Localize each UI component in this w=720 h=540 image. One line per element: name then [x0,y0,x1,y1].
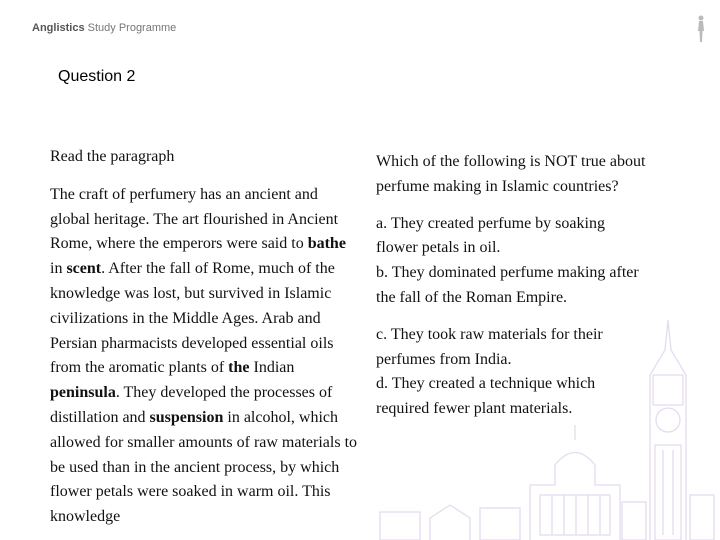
passage-keyword: scent [66,260,102,278]
passage-text: in [50,260,67,278]
passage-keyword: bathe [307,235,346,253]
answer-option-d[interactable]: d. They created a technique which required fewer plant materials. [376,375,596,418]
question-title: Question 2 [58,68,136,85]
brand-subtitle: Study Programme [87,22,177,34]
instruction-text: Read the paragraph [50,148,175,165]
header-brand [32,22,176,34]
logo-figure-icon [694,14,708,44]
passage-text: in alcohol, which allowed for smaller amounts of raw materials to be used than in the ancient process, by which flower petals were soaked in warm oil. This knowledge [50,408,358,526]
passage-text: Indian [249,359,295,377]
passage-keyword: the [228,359,250,377]
answer-option-b[interactable]: b. They dominated perfume making after the fall of the Roman Empire. [376,264,639,306]
answer-option-a[interactable]: a. They created perfume by soaking flower petals in oil. [376,214,605,257]
question-panel [376,150,646,422]
reading-passage [50,145,360,530]
answer-option-c[interactable]: c. They took raw materials for their perfumes from India. [376,325,603,368]
passage-text: . They developed the processes of distillation and [50,384,333,426]
passage-paragraph [50,183,360,530]
passage-text: . After the fall of Rome, much of the knowledge was lost, but survived in Islamic civilizations in the Middle Ages. Arab and Persian pharmacists developed essential oils from the aromatic plants of [50,260,335,377]
passage-keyword: peninsula [50,384,116,402]
question-prompt: Which of the following is NOT true about perfume making in Islamic countries? [376,153,646,195]
passage-text: The craft of perfumery has an ancient and global heritage. The art flourished in Ancient Rome, where the emperors were said to [50,185,339,253]
brand-name: Anglistics [32,22,85,34]
passage-keyword: suspension [149,408,224,426]
